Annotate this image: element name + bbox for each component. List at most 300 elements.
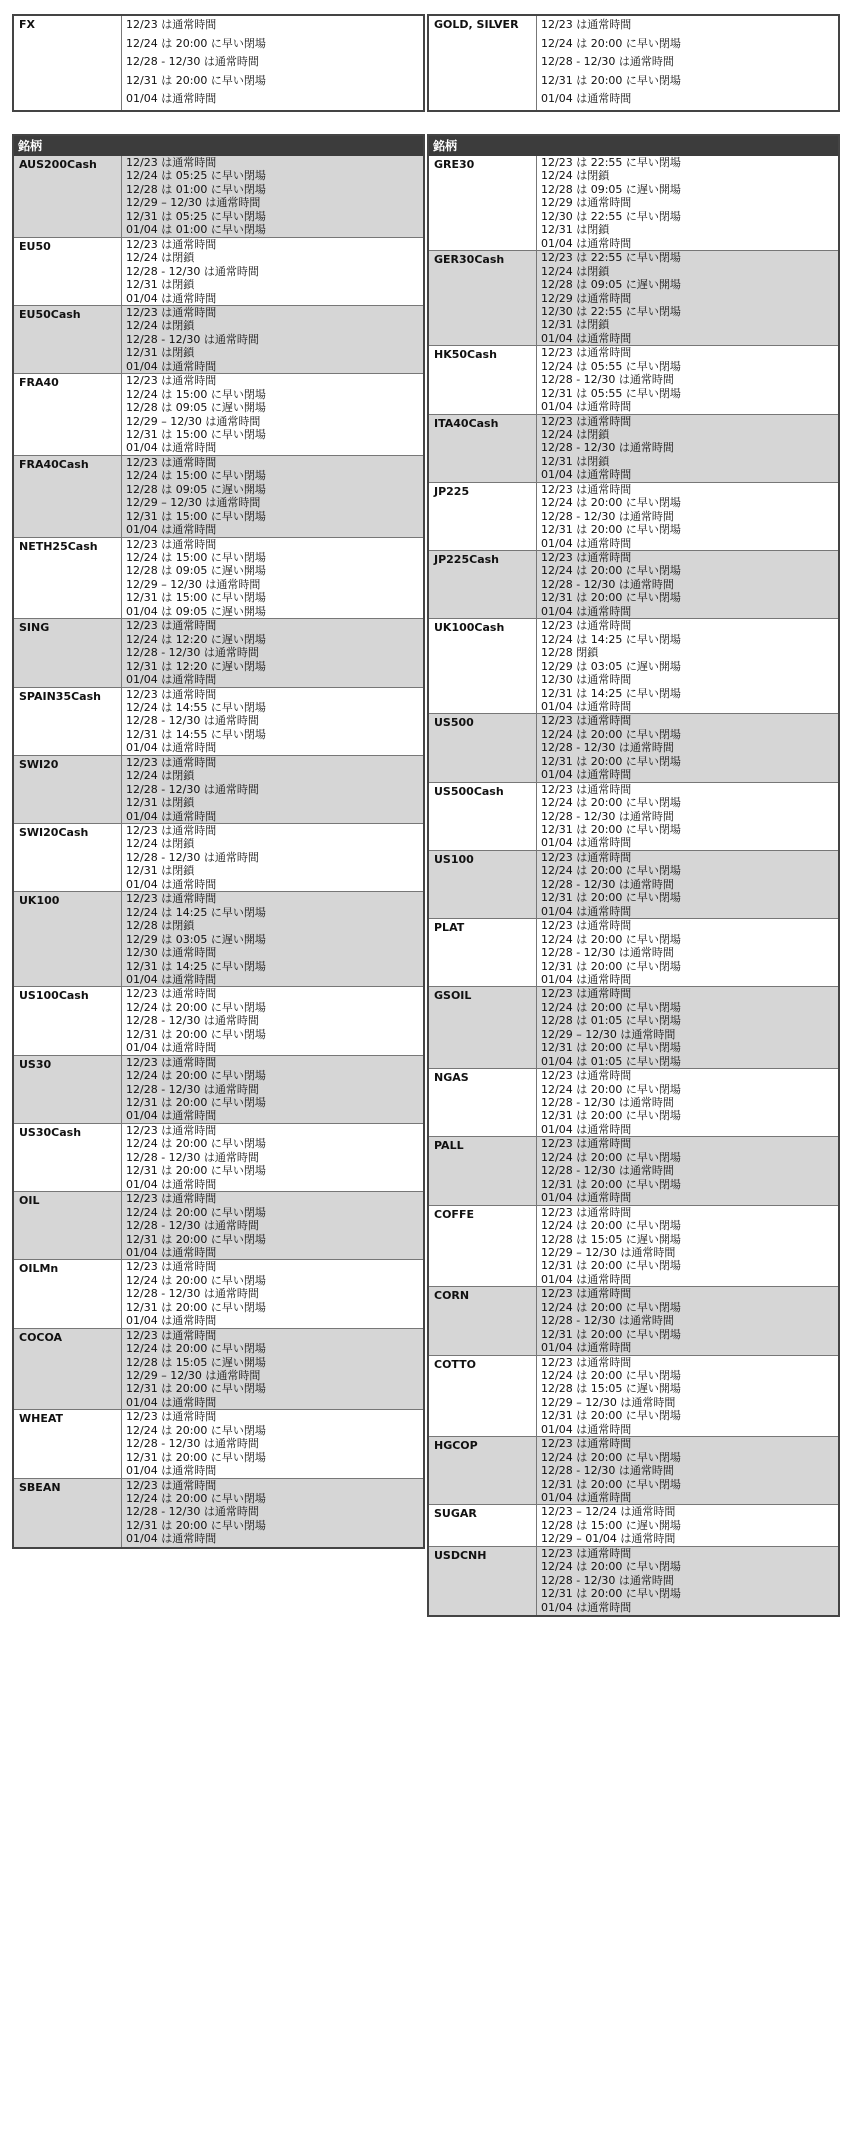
- schedule-line: 01/04 は通常時間: [541, 536, 632, 550]
- schedule-cell: [122, 1479, 423, 1547]
- schedule-line: 12/31 は 20:00 に早い閉場: [126, 1164, 266, 1178]
- schedule-line: 01/04 は通常時間: [126, 809, 217, 823]
- table-row: [14, 156, 423, 238]
- schedule-cell: [122, 306, 423, 373]
- schedule-cell: [537, 1137, 838, 1204]
- schedule-line: 12/31 は 20:00 に早い閉場: [541, 1041, 681, 1055]
- schedule-line: 12/28 は 09:05 に遅い開場: [541, 278, 681, 292]
- schedule-line: 12/24 は 20:00 に早い閉場: [126, 1342, 266, 1356]
- schedule-line: 01/04 は通常時間: [126, 673, 217, 687]
- symbol-cell: WHEAT: [14, 1410, 122, 1477]
- schedule-line: 12/29 – 12/30 は通常時間: [541, 1027, 676, 1041]
- schedule-line: 12/23 は通常時間: [126, 892, 217, 906]
- schedule-line: 12/31 は 20:00 に早い閉場: [541, 523, 681, 537]
- table-row: [429, 1206, 838, 1288]
- schedule-line: 12/24 は 20:00 に早い閉場: [541, 1450, 681, 1464]
- schedule-line: 12/28 - 12/30 は通常時間: [541, 809, 674, 823]
- schedule-line: 12/23 は通常時間: [541, 1205, 632, 1219]
- schedule-line: 12/23 は通常時間: [126, 156, 217, 169]
- table-row: [429, 251, 838, 346]
- schedule-line: 12/24 は閉鎖: [541, 427, 610, 441]
- table-row: [14, 1260, 423, 1328]
- schedule-line: 01/04 は 09:05 に遅い開場: [126, 604, 266, 618]
- symbol-cell: PALL: [429, 1137, 537, 1204]
- schedule-cell: [122, 987, 423, 1054]
- symbol-cell: PLAT: [429, 919, 537, 986]
- left-table-body: [14, 156, 423, 1547]
- schedule-cell: [122, 824, 423, 891]
- schedule-line: 12/24 は 15:00 に早い閉場: [126, 387, 266, 401]
- schedule-cell: [537, 619, 838, 713]
- table-row: [14, 538, 423, 620]
- schedule-line: 12/24 は閉鎖: [126, 319, 195, 333]
- symbol-cell: EU50: [14, 238, 122, 305]
- schedule-line: 12/23 は通常時間: [126, 1055, 217, 1069]
- schedule-line: 01/04 は通常時間: [126, 1177, 217, 1191]
- schedule-line: 12/31 は 15:00 に早い閉場: [126, 509, 266, 523]
- schedule-line: 12/28 は 09:05 に遅い開場: [541, 182, 681, 196]
- symbol-cell: OIL: [14, 1192, 122, 1259]
- symbol-cell: US500: [429, 714, 537, 781]
- schedule-cell: [122, 16, 423, 110]
- table-row: [14, 824, 423, 892]
- schedule-line: 12/31 は 05:25 に早い閉場: [126, 209, 266, 223]
- schedule-line: 12/23 は通常時間: [126, 305, 217, 319]
- schedule-line: 01/04 は 01:05 に早い閉場: [541, 1054, 681, 1068]
- schedule-line: 12/31 は閉鎖: [541, 454, 610, 468]
- schedule-line: 12/24 は 20:00 に早い閉場: [541, 1369, 681, 1382]
- schedule-line: 12/23 は通常時間: [541, 482, 632, 496]
- schedule-line: 12/31 は 20:00 に早い閉場: [541, 1109, 681, 1123]
- gold-silver-table: [427, 14, 840, 112]
- table-row: [429, 987, 838, 1069]
- schedule-line: 12/28 - 12/30 は通常時間: [541, 946, 674, 960]
- schedule-line: 01/04 は通常時間: [541, 236, 632, 250]
- schedule-line: 12/24 は 20:00 に早い閉場: [126, 1000, 266, 1014]
- schedule-line: 12/24 は 20:00 に早い閉場: [541, 496, 681, 510]
- schedule-line: 12/31 は 14:55 に早い閉場: [126, 727, 266, 741]
- schedule-line: 12/31 は 20:00 に早い閉場: [541, 1259, 681, 1273]
- schedule-cell: [537, 1437, 838, 1504]
- schedule-line: 12/31 は 20:00 に早い閉場: [126, 1450, 266, 1464]
- schedule-cell: [537, 483, 838, 550]
- schedule-line: 12/28 は 01:00 に早い閉場: [126, 182, 266, 196]
- schedule-cell: [537, 156, 838, 250]
- symbol-cell: GSOIL: [429, 987, 537, 1068]
- symbol-cell: EU50Cash: [14, 306, 122, 373]
- symbol-cell: SPAIN35Cash: [14, 688, 122, 755]
- schedule-line: 12/23 は通常時間: [541, 1069, 632, 1083]
- schedule-line: 01/04 は通常時間: [541, 700, 632, 713]
- schedule-line: 12/31 は 15:00 に早い閉場: [126, 591, 266, 605]
- right-table-body: [429, 156, 838, 1615]
- table-row: [429, 1069, 838, 1137]
- schedule-cell: [537, 987, 838, 1068]
- left-table-header: 銘柄: [14, 136, 423, 156]
- schedule-line: 12/31 は 20:00 に早い閉場: [541, 591, 681, 605]
- table-row: [14, 374, 423, 456]
- symbol-cell: US500Cash: [429, 783, 537, 850]
- schedule-line: 12/24 は 12:20 に遅い閉場: [126, 632, 266, 646]
- schedule-line: 01/04 は通常時間: [541, 972, 632, 986]
- schedule-cell: [537, 1547, 838, 1615]
- schedule-line: 12/31 は閉鎖: [126, 796, 195, 810]
- schedule-line: 12/24 は 20:00 に早い閉場: [541, 864, 681, 878]
- symbol-cell: FRA40: [14, 374, 122, 455]
- schedule-cell: [537, 415, 838, 482]
- schedule-line: 12/24 は 14:55 に早い閉場: [126, 700, 266, 714]
- schedule-line: 12/31 は閉鎖: [126, 278, 195, 292]
- table-row: [14, 1056, 423, 1124]
- symbol-cell: US100Cash: [14, 987, 122, 1054]
- symbol-cell: SUGAR: [429, 1505, 537, 1545]
- schedule-line: 12/28 - 12/30 は通常時間: [126, 264, 259, 278]
- schedule-line: 12/31 は 20:00 に早い閉場: [126, 73, 266, 87]
- schedule-line: 12/28 - 12/30 は通常時間: [126, 1082, 259, 1096]
- schedule-cell: [122, 1329, 423, 1410]
- schedule-line: 01/04 は通常時間: [541, 468, 632, 482]
- schedule-line: 12/31 は 20:00 に早い閉場: [541, 891, 681, 905]
- schedule-line: 01/04 は通常時間: [126, 1245, 217, 1259]
- schedule-line: 01/04 は通常時間: [126, 92, 217, 106]
- schedule-line: 12/28 は 09:05 に遅い開場: [126, 482, 266, 496]
- schedule-line: 12/28 は 09:05 に遅い開場: [126, 401, 266, 415]
- schedule-cell: [122, 456, 423, 537]
- schedule-line: 12/23 は通常時間: [541, 619, 632, 633]
- schedule-line: 01/04 は通常時間: [541, 604, 632, 618]
- symbol-cell: US100: [429, 851, 537, 918]
- schedule-cell: [537, 1287, 838, 1354]
- schedule-line: 12/23 は通常時間: [126, 237, 217, 251]
- schedule-line: 12/23 は通常時間: [541, 1355, 632, 1369]
- schedule-line: 12/31 は 20:00 に早い閉場: [126, 1096, 266, 1109]
- table-row: [14, 619, 423, 687]
- schedule-line: 12/24 は 20:00 に早い閉場: [126, 36, 266, 50]
- schedule-cell: [122, 374, 423, 455]
- symbol-cell: COTTO: [429, 1356, 537, 1437]
- schedule-line: 01/04 は通常時間: [126, 359, 217, 373]
- table-row: [429, 16, 838, 110]
- right-symbol-table: [427, 134, 840, 1617]
- symbol-cell: NGAS: [429, 1069, 537, 1136]
- schedule-line: 01/04 は通常時間: [541, 1272, 632, 1286]
- schedule-line: 01/04 は通常時間: [126, 1395, 217, 1409]
- schedule-line: 01/04 は通常時間: [541, 1600, 632, 1614]
- schedule-cell: [537, 1206, 838, 1287]
- schedule-line: 12/23 は通常時間: [126, 755, 217, 769]
- symbol-cell: SWI20: [14, 756, 122, 823]
- schedule-line: 12/23 は通常時間: [126, 537, 217, 551]
- left-symbol-table: [12, 134, 425, 1549]
- table-row: [14, 16, 423, 110]
- schedule-line: 12/24 は 14:25 に早い閉場: [126, 905, 266, 919]
- table-row: [429, 783, 838, 851]
- schedule-line: 12/24 は 20:00 に早い閉場: [541, 1150, 681, 1164]
- schedule-line: 12/24 は 15:00 に早い閉場: [126, 469, 266, 483]
- schedule-line: 12/28 - 12/30 は通常時間: [126, 1219, 259, 1233]
- symbol-cell: HK50Cash: [429, 346, 537, 413]
- symbol-cell: NETH25Cash: [14, 538, 122, 619]
- schedule-line: 01/04 は通常時間: [541, 1341, 632, 1355]
- schedule-line: 12/28 - 12/30 は通常時間: [126, 1287, 259, 1301]
- schedule-line: 12/23 は 22:55 に早い閉場: [541, 251, 681, 265]
- schedule-line: 12/30 は 22:55 に早い閉場: [541, 209, 681, 223]
- schedule-line: 12/31 は 20:00 に早い閉場: [541, 1177, 681, 1191]
- schedule-line: 12/28 - 12/30 は通常時間: [541, 1314, 674, 1328]
- table-row: [429, 346, 838, 414]
- schedule-line: 12/24 は閉鎖: [541, 169, 610, 183]
- schedule-line: 12/29 は通常時間: [541, 291, 632, 305]
- table-row: [429, 1356, 838, 1438]
- schedule-line: 12/28 - 12/30 は通常時間: [541, 55, 674, 69]
- symbol-cell: GER30Cash: [429, 251, 537, 345]
- schedule-cell: [122, 1410, 423, 1477]
- table-row: [429, 851, 838, 919]
- schedule-cell: [537, 783, 838, 850]
- schedule-line: 12/31 は 12:20 に遅い閉場: [126, 659, 266, 673]
- fx-table: [12, 14, 425, 112]
- schedule-line: 01/04 は通常時間: [541, 836, 632, 850]
- table-row: [429, 483, 838, 551]
- schedule-line: 01/04 は通常時間: [126, 877, 217, 891]
- table-row: [14, 892, 423, 987]
- schedule-line: 12/28 は 09:05 に遅い開場: [126, 564, 266, 578]
- symbol-cell: OILMn: [14, 1260, 122, 1327]
- right-table-header: 銘柄: [429, 136, 838, 156]
- table-row: [429, 415, 838, 483]
- table-row: [429, 919, 838, 987]
- schedule-line: 12/28 は 15:05 に遅い開場: [541, 1232, 681, 1246]
- schedule-line: 12/31 は 20:00 に早い閉場: [126, 1300, 266, 1314]
- schedule-line: 12/23 は通常時間: [126, 987, 217, 1001]
- symbol-cell: GRE30: [429, 156, 537, 250]
- schedule-line: 12/23 は通常時間: [541, 551, 632, 565]
- schedule-line: 12/29 – 12/30 は通常時間: [126, 496, 261, 510]
- schedule-line: 12/31 は 20:00 に早い閉場: [541, 1477, 681, 1491]
- schedule-line: 01/04 は通常時間: [126, 1532, 217, 1546]
- schedule-line: 12/23 は通常時間: [541, 1287, 632, 1301]
- schedule-line: 12/31 は 20:00 に早い閉場: [541, 73, 681, 87]
- schedule-line: 01/04 は通常時間: [126, 523, 217, 537]
- schedule-line: 12/24 は 20:00 に早い閉場: [541, 932, 681, 946]
- schedule-line: 12/23 は 22:55 に早い閉場: [541, 156, 681, 169]
- schedule-cell: [122, 1192, 423, 1259]
- schedule-line: 12/24 は閉鎖: [541, 264, 610, 278]
- schedule-line: 12/30 は通常時間: [541, 673, 632, 687]
- schedule-line: 12/23 は通常時間: [126, 18, 217, 31]
- schedule-line: 12/31 は 20:00 に早い閉場: [126, 1027, 266, 1041]
- schedule-line: 12/24 は 20:00 に早い閉場: [126, 1273, 266, 1287]
- schedule-line: 12/28 - 12/30 は通常時間: [541, 1164, 674, 1178]
- schedule-line: 12/28 は 15:00 に遅い開場: [541, 1518, 681, 1532]
- table-row: [14, 238, 423, 306]
- schedule-cell: [537, 346, 838, 413]
- schedule-line: 12/28 - 12/30 は通常時間: [541, 1096, 674, 1110]
- symbol-cell: JP225: [429, 483, 537, 550]
- schedule-line: 12/24 は 20:00 に早い閉場: [541, 1000, 681, 1014]
- schedule-line: 01/04 は通常時間: [541, 331, 632, 345]
- table-row: [429, 1547, 838, 1615]
- symbol-cell: UK100: [14, 892, 122, 986]
- schedule-line: 12/23 は通常時間: [541, 782, 632, 796]
- schedule-line: 12/29 は通常時間: [541, 196, 632, 210]
- table-row: [14, 1410, 423, 1478]
- schedule-line: 12/23 は通常時間: [126, 1192, 217, 1206]
- schedule-line: 12/23 は通常時間: [541, 1546, 632, 1560]
- schedule-line: 12/24 は 05:55 に早い閉場: [541, 359, 681, 373]
- schedule-line: 12/31 は 20:00 に早い閉場: [126, 1232, 266, 1246]
- symbol-cell: US30Cash: [14, 1124, 122, 1191]
- symbol-cell: FX: [14, 16, 122, 110]
- schedule-line: 12/28 - 12/30 は通常時間: [541, 1573, 674, 1587]
- schedule-line: 12/29 – 12/30 は通常時間: [126, 414, 261, 428]
- schedule-line: 12/24 は 20:00 に早い閉場: [126, 1137, 266, 1151]
- schedule-line: 12/23 は通常時間: [541, 1137, 632, 1151]
- schedule-line: 12/28 は 15:05 に遅い開場: [126, 1355, 266, 1369]
- symbol-cell: COCOA: [14, 1329, 122, 1410]
- schedule-line: 12/28 - 12/30 は通常時間: [126, 714, 259, 728]
- schedule-line: 01/04 は通常時間: [541, 1191, 632, 1205]
- schedule-line: 12/28 - 12/30 は通常時間: [126, 646, 259, 660]
- schedule-line: 12/29 は 03:05 に遅い開場: [541, 659, 681, 673]
- schedule-line: 12/28 - 12/30 は通常時間: [541, 741, 674, 755]
- schedule-cell: [122, 619, 423, 686]
- schedule-cell: [122, 1056, 423, 1123]
- symbol-cell: ITA40Cash: [429, 415, 537, 482]
- schedule-cell: [122, 688, 423, 755]
- schedule-line: 12/24 は 20:00 に早い閉場: [126, 1423, 266, 1437]
- schedule-line: 12/31 は閉鎖: [541, 318, 610, 332]
- schedule-line: 12/24 は 15:00 に早い閉場: [126, 551, 266, 565]
- schedule-line: 12/31 は 20:00 に早い閉場: [541, 823, 681, 837]
- schedule-line: 12/31 は 14:25 に早い閉場: [541, 686, 681, 700]
- schedule-line: 12/28 - 12/30 は通常時間: [541, 509, 674, 523]
- schedule-cell: [537, 1505, 838, 1545]
- table-row: [429, 1137, 838, 1205]
- schedule-line: 12/31 は 20:00 に早い閉場: [126, 1382, 266, 1396]
- schedule-line: 12/23 は通常時間: [126, 619, 217, 633]
- schedule-line: 12/28 は 15:05 に遅い開場: [541, 1382, 681, 1396]
- symbol-cell: SBEAN: [14, 1479, 122, 1547]
- schedule-cell: [537, 851, 838, 918]
- schedule-line: 12/28 - 12/30 は通常時間: [541, 877, 674, 891]
- table-row: [14, 306, 423, 374]
- symbol-cell: JP225Cash: [429, 551, 537, 618]
- schedule-cell: [122, 756, 423, 823]
- schedule-line: 12/28 - 12/30 は通常時間: [541, 441, 674, 455]
- schedule-line: 01/04 は通常時間: [126, 972, 217, 986]
- table-row: [14, 756, 423, 824]
- schedule-line: 12/29 – 01/04 は通常時間: [541, 1532, 676, 1546]
- symbol-cell: COFFE: [429, 1206, 537, 1287]
- schedule-line: 12/31 は閉鎖: [541, 223, 610, 237]
- table-row: [14, 1479, 423, 1547]
- schedule-cell: [122, 892, 423, 986]
- schedule-line: 01/04 は通常時間: [541, 1491, 632, 1505]
- schedule-line: 12/23 は通常時間: [126, 1260, 217, 1274]
- schedule-line: 12/28 - 12/30 は通常時間: [126, 55, 259, 69]
- schedule-line: 01/04 は通常時間: [126, 441, 217, 455]
- schedule-line: 12/28 - 12/30 は通常時間: [126, 850, 259, 864]
- schedule-line: 12/24 は 20:00 に早い閉場: [541, 796, 681, 810]
- table-row: [429, 551, 838, 619]
- schedule-line: 12/23 は通常時間: [126, 1328, 217, 1342]
- schedule-line: 01/04 は通常時間: [541, 768, 632, 782]
- schedule-line: 12/24 は 20:00 に早い閉場: [126, 1492, 266, 1506]
- schedule-cell: [537, 1356, 838, 1437]
- schedule-cell: [537, 1069, 838, 1136]
- schedule-line: 12/23 は通常時間: [541, 987, 632, 1001]
- schedule-line: 12/28 - 12/30 は通常時間: [126, 1150, 259, 1164]
- schedule-line: 12/31 は 20:00 に早い閉場: [126, 1518, 266, 1532]
- table-row: [429, 1437, 838, 1505]
- schedule-line: 12/24 は閉鎖: [126, 251, 195, 265]
- schedule-line: 12/23 は通常時間: [541, 850, 632, 864]
- symbol-cell: USDCNH: [429, 1547, 537, 1615]
- symbol-cell: GOLD, SILVER: [429, 16, 537, 110]
- schedule-line: 12/29 – 12/30 は通常時間: [126, 577, 261, 591]
- symbol-cell: UK100Cash: [429, 619, 537, 713]
- schedule-line: 12/29 – 12/30 は通常時間: [541, 1245, 676, 1259]
- schedule-line: 01/04 は通常時間: [126, 1464, 217, 1478]
- schedule-line: 12/29 は 03:05 に遅い開場: [126, 932, 266, 946]
- schedule-cell: [122, 1260, 423, 1327]
- schedule-line: 01/04 は通常時間: [541, 904, 632, 918]
- symbol-cell: SING: [14, 619, 122, 686]
- schedule-line: 12/28 - 12/30 は通常時間: [126, 1505, 259, 1519]
- schedule-line: 12/23 は通常時間: [126, 824, 217, 837]
- schedule-line: 12/28 - 12/30 は通常時間: [126, 1014, 259, 1028]
- schedule-line: 12/24 は 20:00 に早い閉場: [126, 1205, 266, 1219]
- schedule-line: 12/31 は 20:00 に早い閉場: [541, 959, 681, 973]
- schedule-line: 12/23 は通常時間: [541, 714, 632, 728]
- schedule-line: 12/28 - 12/30 は通常時間: [541, 1464, 674, 1478]
- schedule-line: 12/24 は 20:00 に早い閉場: [541, 1560, 681, 1574]
- schedule-cell: [122, 238, 423, 305]
- schedule-line: 12/31 は 20:00 に早い閉場: [541, 1587, 681, 1601]
- schedule-cell: [537, 251, 838, 345]
- table-row: [429, 1287, 838, 1355]
- schedule-line: 12/23 は通常時間: [541, 919, 632, 933]
- schedule-line: 12/24 は 20:00 に早い閉場: [541, 1219, 681, 1233]
- schedule-line: 12/23 は通常時間: [126, 455, 217, 469]
- schedule-line: 12/28 閉鎖: [541, 646, 599, 660]
- schedule-cell: [537, 919, 838, 986]
- schedule-line: 12/23 は通常時間: [541, 414, 632, 428]
- symbol-cell: FRA40Cash: [14, 456, 122, 537]
- schedule-line: 12/30 は通常時間: [126, 946, 217, 960]
- table-row: [429, 714, 838, 782]
- schedule-line: 12/31 は 20:00 に早い閉場: [541, 754, 681, 768]
- symbol-cell: CORN: [429, 1287, 537, 1354]
- schedule-line: 12/29 – 12/30 は通常時間: [126, 196, 261, 210]
- schedule-line: 12/31 は閉鎖: [126, 864, 195, 878]
- schedule-line: 12/31 は閉鎖: [126, 346, 195, 360]
- schedule-line: 12/24 は 20:00 に早い閉場: [541, 1082, 681, 1096]
- table-row: [14, 1124, 423, 1192]
- symbol-cell: US30: [14, 1056, 122, 1123]
- schedule-line: 12/23 は通常時間: [126, 374, 217, 388]
- schedule-line: 12/24 は 14:25 に早い閉場: [541, 632, 681, 646]
- table-row: [429, 619, 838, 714]
- schedule-line: 12/31 は 20:00 に早い閉場: [541, 1409, 681, 1423]
- schedule-line: 01/04 は 01:00 に早い閉場: [126, 223, 266, 237]
- schedule-line: 12/23 は通常時間: [541, 18, 632, 31]
- table-row: [14, 688, 423, 756]
- table-row: [14, 456, 423, 538]
- schedule-cell: [537, 551, 838, 618]
- schedule-line: 12/23 – 12/24 は通常時間: [541, 1505, 676, 1519]
